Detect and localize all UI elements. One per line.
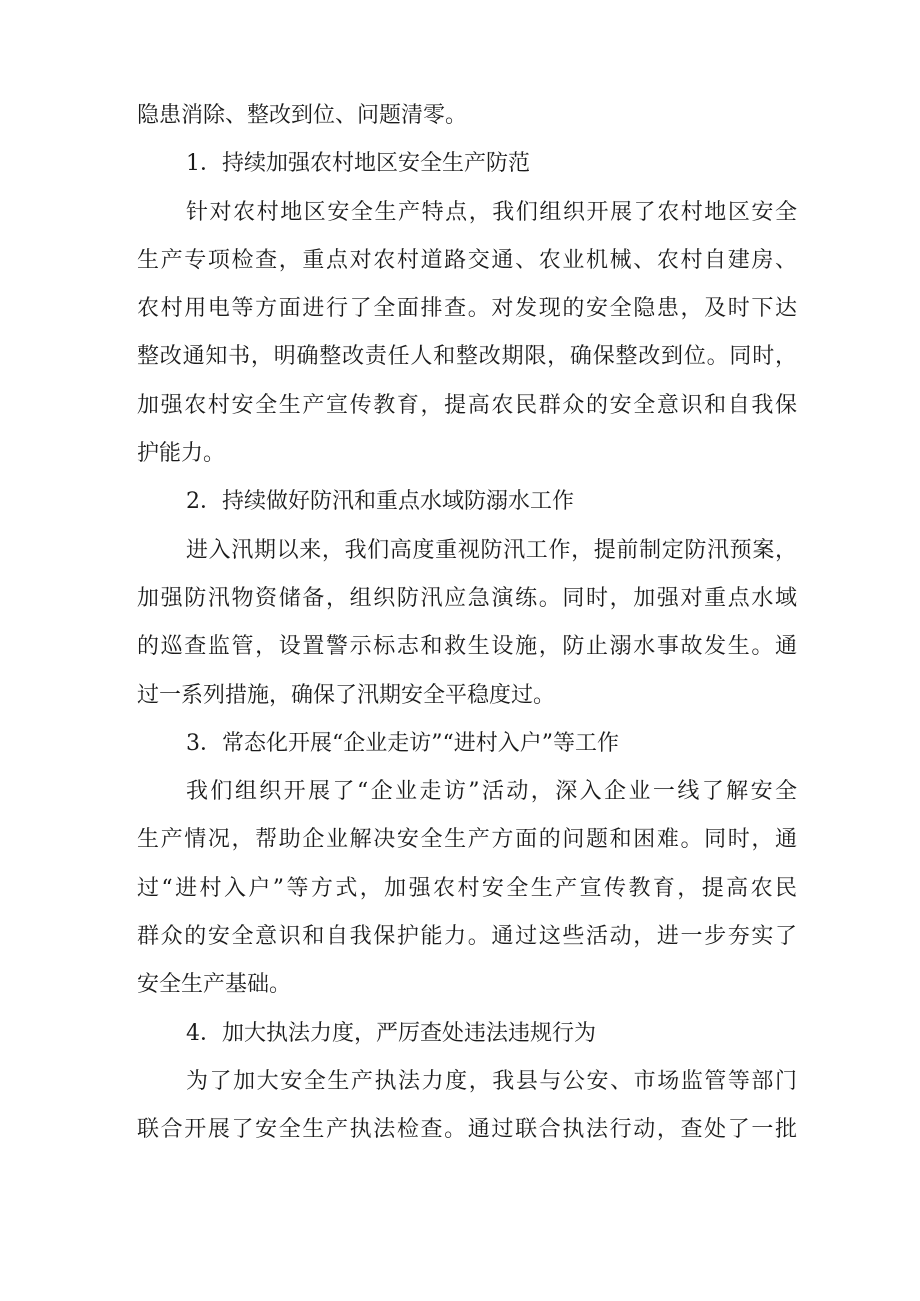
paragraph-line: 联合开展了安全生产执法检查。通过联合执法行动，查处了一批 <box>137 1117 797 1143</box>
section-heading-1: 1．持续加强农村地区安全生产防范 <box>186 151 530 177</box>
paragraph-line: 我们组织开展了“企业走访”活动，深入企业一线了解安全 <box>186 779 797 805</box>
document-body <box>137 94 797 1157</box>
section-heading-4: 4．加大执法力度，严厉查处违法违规行为 <box>186 1020 596 1046</box>
paragraph-line: 进入汛期以来，我们高度重视防汛工作，提前制定防汛预案， <box>186 537 797 563</box>
paragraph-line: 加强农村安全生产宣传教育，提高农民群众的安全意识和自我保 <box>137 392 797 418</box>
paragraph-line: 为了加大安全生产执法力度，我县与公安、市场监管等部门 <box>186 1068 797 1094</box>
paragraph-line: 加强防汛物资储备，组织防汛应急演练。同时，加强对重点水域 <box>137 585 797 611</box>
paragraph-line: 隐患消除、整改到位、问题清零。 <box>137 103 468 128</box>
paragraph-line: 过“进村入户”等方式，加强农村安全生产宣传教育，提高农民 <box>137 875 797 901</box>
paragraph-line: 针对农村地区安全生产特点，我们组织开展了农村地区安全 <box>186 199 797 225</box>
paragraph-line: 生产情况，帮助企业解决安全生产方面的问题和困难。同时，通 <box>137 827 797 853</box>
paragraph-line: 安全生产基础。 <box>137 972 292 998</box>
paragraph-line: 农村用电等方面进行了全面排查。对发现的安全隐患，及时下达 <box>137 296 797 322</box>
paragraph-line: 过一系列措施，确保了汛期安全平稳度过。 <box>137 682 556 708</box>
paragraph-line: 整改通知书，明确整改责任人和整改期限，确保整改到位。同时， <box>137 344 797 370</box>
paragraph-line: 护能力。 <box>137 441 226 467</box>
section-heading-2: 2．持续做好防汛和重点水域防溺水工作 <box>186 489 574 515</box>
paragraph-line: 生产专项检查，重点对农村道路交通、农业机械、农村自建房、 <box>137 247 797 273</box>
section-heading-3: 3．常态化开展“企业走访”“进村入户”等工作 <box>186 730 619 756</box>
paragraph-line: 的巡查监管，设置警示标志和救生设施，防止溺水事故发生。通 <box>137 634 797 660</box>
paragraph-line: 群众的安全意识和自我保护能力。通过这些活动，进一步夯实了 <box>137 924 797 950</box>
